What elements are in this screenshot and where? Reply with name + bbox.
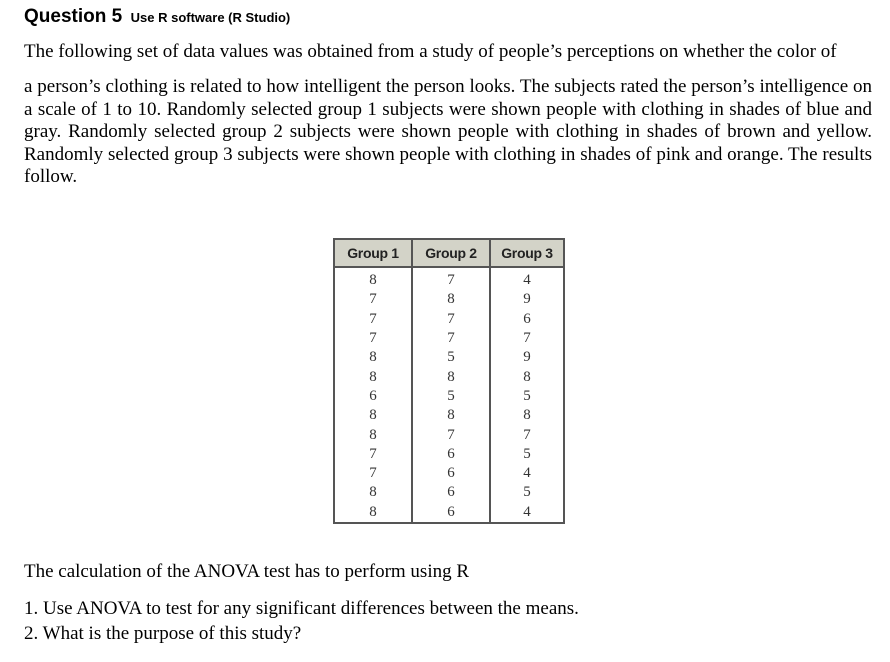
table-cell-group-1: 7 bbox=[334, 290, 412, 309]
question-item-2: 2. What is the purpose of this study? bbox=[24, 623, 302, 644]
intro-paragraph: a person’s clothing is related to how intelligent the person looks. The subjects rated the person’s intelligence on a scale of 1 to 10. Randomly selected group 1 subjects were shown people with clothing in shades of blue and gray. Randomly selected group 2 subjects were shown people with clothing in shades of brown and yellow. Randomly selected group 3 subjects were shown people with clothing in shades of pink and orange. The results follow. bbox=[24, 76, 872, 187]
table-cell-group-2: 6 bbox=[412, 445, 490, 464]
table-cell-group-1: 8 bbox=[334, 483, 412, 502]
data-table bbox=[333, 238, 565, 524]
table-row bbox=[334, 387, 564, 406]
table-cell-group-2: 6 bbox=[412, 464, 490, 483]
question-heading bbox=[24, 6, 290, 28]
table-cell-group-3: 5 bbox=[523, 484, 531, 501]
table-row bbox=[334, 329, 564, 348]
calculation-note: The calculation of the ANOVA test has to perform using R bbox=[24, 561, 470, 582]
table-cell-group-2: 8 bbox=[412, 290, 490, 309]
table-cell-group-1: 7 bbox=[334, 329, 412, 348]
table-cell-group-1: 7 bbox=[334, 310, 412, 329]
table-row bbox=[334, 483, 564, 502]
table-cell-group-2: 7 bbox=[412, 329, 490, 348]
table-cell-group-2: 5 bbox=[412, 387, 490, 406]
table-row bbox=[334, 425, 564, 444]
table-cell-group-1: 8 bbox=[334, 348, 412, 367]
table-cell-group-1: 6 bbox=[334, 387, 412, 406]
table-cell-group-2: 8 bbox=[412, 367, 490, 386]
table-cell-group-3: 6 bbox=[523, 310, 531, 327]
table-cell-group-3: 7 bbox=[523, 426, 531, 443]
table-row bbox=[334, 367, 564, 386]
table-cell-group-3: 4 bbox=[523, 465, 531, 482]
table-cell-group-3: 5 bbox=[523, 445, 531, 462]
table-cell-group-1: 7 bbox=[334, 445, 412, 464]
table-cell-group-2: 6 bbox=[412, 503, 490, 523]
table-row bbox=[334, 348, 564, 367]
table-cell-group-3: 7 bbox=[523, 330, 531, 347]
table-cell-group-1: 7 bbox=[334, 464, 412, 483]
table-cell-group-1: 8 bbox=[334, 267, 412, 290]
table-row bbox=[334, 503, 564, 523]
table-cell-group-1: 8 bbox=[334, 425, 412, 444]
table-row bbox=[334, 267, 564, 290]
table-cell-group-2: 6 bbox=[412, 483, 490, 502]
table-cell-group-2: 7 bbox=[412, 425, 490, 444]
header-group-2: Group 2 bbox=[412, 239, 490, 267]
intro-first-line: The following set of data values was obtained from a study of people’s perceptions on whether the color of bbox=[24, 41, 837, 62]
header-group-3: Group 3 bbox=[490, 239, 564, 267]
table-cell-group-3: 9 bbox=[523, 349, 531, 366]
table-cell-group-3: 8 bbox=[523, 368, 531, 385]
table-cell-group-1: 8 bbox=[334, 406, 412, 425]
table-row bbox=[334, 406, 564, 425]
table-cell-group-2: 5 bbox=[412, 348, 490, 367]
table-cell-group-1: 8 bbox=[334, 503, 412, 523]
header-group-1: Group 1 bbox=[334, 239, 412, 267]
table-row bbox=[334, 445, 564, 464]
table-cell-group-1: 8 bbox=[334, 367, 412, 386]
question-item-1: 1. Use ANOVA to test for any significant differences between the means. bbox=[24, 598, 579, 619]
question-list bbox=[24, 596, 579, 646]
table-cell-group-2: 8 bbox=[412, 406, 490, 425]
table-body bbox=[334, 267, 564, 523]
question-instruction: Use R software (R Studio) bbox=[130, 10, 291, 25]
table-cell-group-2: 7 bbox=[412, 267, 490, 290]
data-table-container bbox=[333, 238, 565, 524]
table-cell-group-2: 7 bbox=[412, 310, 490, 329]
table-cell-group-3: 9 bbox=[523, 291, 531, 308]
table-cell-group-3: 8 bbox=[523, 407, 531, 424]
table-cell-group-3: 4 bbox=[523, 503, 531, 520]
table-row bbox=[334, 310, 564, 329]
table-cell-group-3: 4 bbox=[523, 272, 531, 289]
table-cell-group-3: 5 bbox=[523, 387, 531, 404]
table-header-row bbox=[334, 239, 564, 267]
table-row bbox=[334, 290, 564, 309]
question-number: Question 5 bbox=[24, 6, 123, 27]
table-row bbox=[334, 464, 564, 483]
